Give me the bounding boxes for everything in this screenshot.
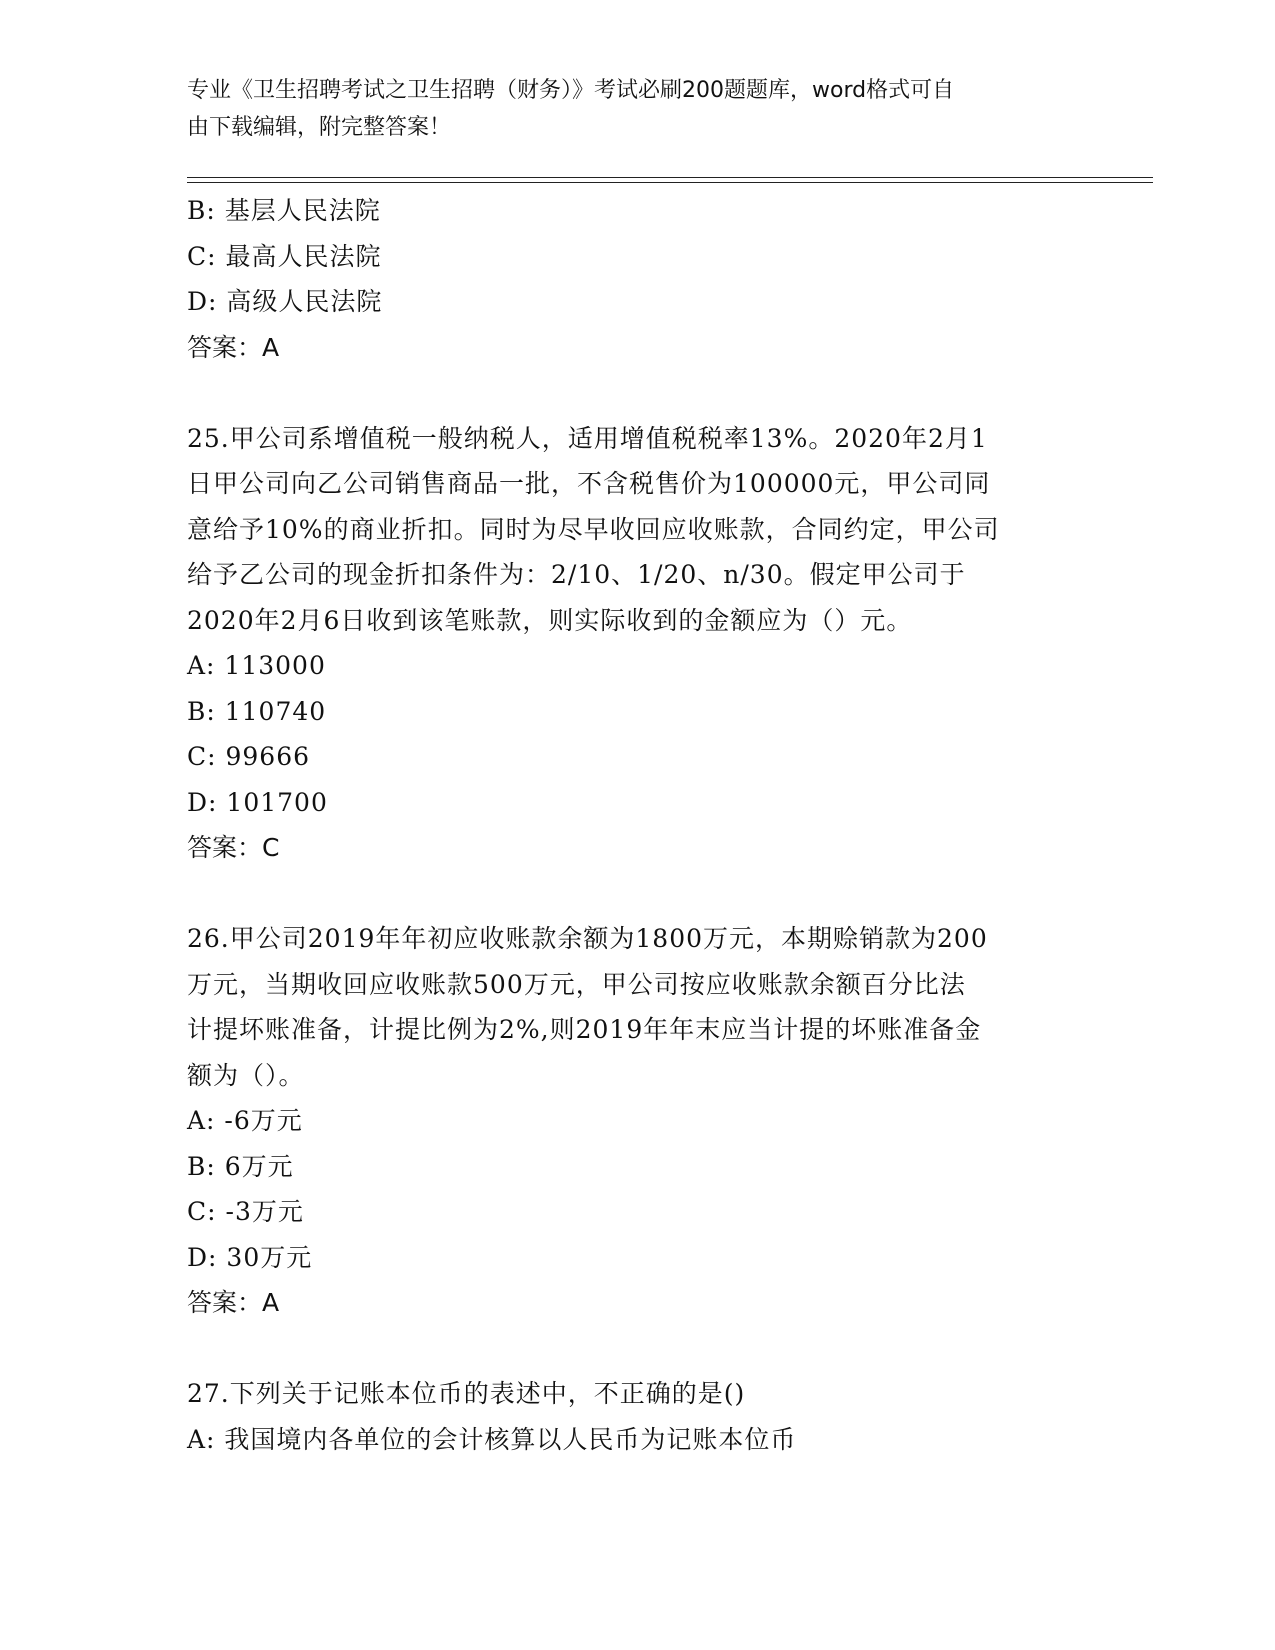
option-b: B: 110740	[187, 696, 327, 726]
question-26-options	[187, 1098, 1077, 1280]
option-b: B: 6万元	[187, 1151, 294, 1181]
question-25-stem	[187, 416, 1077, 644]
header-divider	[187, 177, 1153, 183]
header-line-2: 由下载编辑，附完整答案！	[187, 115, 452, 140]
question-27-stem	[187, 1371, 1077, 1417]
question-25-line-1: 25.甲公司系增值税一般纳税人，适用增值税税率13%。2020年2月1	[187, 423, 988, 453]
question-25-options	[187, 643, 1077, 825]
option-c: C: 99666	[187, 742, 311, 771]
question-26-line-4: 额为（）。	[187, 1060, 305, 1090]
question-25-line-2: 日甲公司向乙公司销售商品一批，不含税售价为100000元，甲公司同	[187, 469, 991, 498]
option-c: C: 最高人民法院	[187, 241, 382, 271]
question-24-options	[187, 188, 1077, 325]
question-25-line-4: 给予乙公司的现金折扣条件为：2/10、1/20、n/30。假定甲公司于	[187, 560, 966, 589]
option-a: A: 113000	[187, 651, 326, 680]
question-26-line-3: 计提坏账准备，计提比例为2%,则2019年年末应当计提的坏账准备金	[187, 1015, 982, 1044]
option-d: D: 101700	[187, 787, 328, 817]
spacer	[187, 370, 1077, 416]
header-line-1: 专业《卫生招聘考试之卫生招聘（财务）》考试必刷200题题库，word格式可自	[187, 78, 955, 103]
question-24-answer: 答案：A	[187, 332, 280, 362]
question-content	[187, 188, 1077, 1462]
option-a: A: -6万元	[187, 1106, 303, 1135]
question-26-stem	[187, 916, 1077, 1098]
option-d: D: 高级人民法院	[187, 287, 383, 316]
question-26-line-1: 26.甲公司2019年年初应收账款余额为1800万元，本期赊销款为200	[187, 924, 988, 953]
question-27-line-1: 27.下列关于记账本位币的表述中，不正确的是()	[187, 1379, 746, 1408]
spacer	[187, 1326, 1077, 1372]
option-d: D: 30万元	[187, 1242, 313, 1272]
option-b: B: 基层人民法院	[187, 196, 381, 225]
page-header	[187, 72, 1067, 146]
option-a: A: 我国境内各单位的会计核算以人民币为记账本位币	[187, 1424, 797, 1454]
spacer	[187, 871, 1077, 917]
question-25-line-5: 2020年2月6日收到该笔账款，则实际收到的金额应为（）元。	[187, 605, 913, 635]
question-25-line-3: 意给予10%的商业折扣。同时为尽早收回应收账款，合同约定，甲公司	[187, 514, 1000, 544]
option-c: C: -3万元	[187, 1197, 304, 1226]
question-26-answer: 答案：A	[187, 1288, 280, 1317]
question-26-line-2: 万元，当期收回应收账款500万元，甲公司按应收账款余额百分比法	[187, 969, 966, 999]
question-25-answer: 答案：C	[187, 833, 280, 862]
question-27-options	[187, 1417, 1077, 1463]
